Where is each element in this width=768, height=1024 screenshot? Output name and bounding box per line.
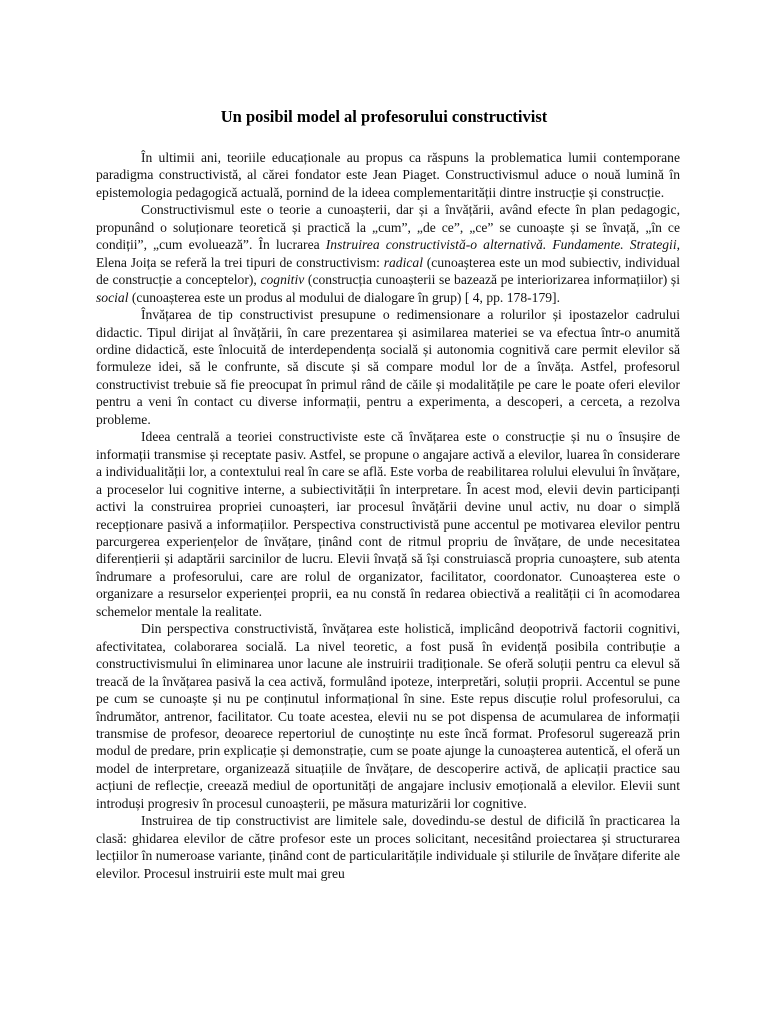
paragraph-text: Din perspectiva constructivistă, învățarea este holistică, implicând deopotrivă factorii cognitivi, afectivitatea, colaborarea socială. La nivel teoretic, a fost pusă în evidență posibila contribuție a constructivismului în eliminarea unor lacune ale instruirii tradiționale. Se oferă soluții pentru ca elevul să treacă de la învățarea pasivă la cea activă, formulând ipoteze, interpretări, soluții proprii. Accentul se pune pe cum se cunoaște și nu pe conținutul informațional în sine. Este repus discuție rolul profesorului, ca îndrumător, antrenor, facilitator. Cu toate acestea, elevii nu se pot dispensa de acumularea de informații transmise de profesor, deoarece repertoriul de cunoștințe nu este încă format. Profesorul sugerează prin modul de predare, prin explicație și demonstrație, cum se poate ajunge la cunoașterea autentică, el oferă un model de interpretare, organizează situațiile de învățare, de descoperire activă, de aplicații practice sau acțiuni de reflecție, creează mediul de oportunități de angajare inclusiv emoțională a elevilor. Elevii sunt introduși progresiv în procesul cunoașterii, pe măsura maturizării lor cognitive. [96,621,680,811]
body-paragraph [96,306,680,428]
paragraph-text: Instruirea de tip constructivist are limitele sale, dovedindu-se destul de dificilă în practicarea la clasă: ghidarea elevilor de către profesor este un proces solicitant, necesitând proiectarea și structurarea lecțiilor în numeroase variante, ținând cont de particularitățile individuale și stilurile de învățare diferite ale elevilor. Procesul instruirii este mult mai greu [96,813,680,881]
paragraph-text: Învățarea de tip constructivist presupune o redimensionare a rolurilor și ipostazelor cadrului didactic. Tipul dirijat al învățării, în care prezentarea și asimilarea materiei se va efectua într-o anumită ordine didactică, este înlocuită de interdependența socială și autonomia cognitivă care permit elevilor să formuleze idei, să le confrunte, să discute și să compare modul lor de a învăța. Astfel, profesorul constructivist trebuie să fie preocupat în primul rând de căile și modalitățile pe care le poate oferi elevilor pentru a veni în contact cu diverse informații, pentru a experimenta, a descoperi, a cerceta, a rezolva probleme. [96,307,680,427]
body-paragraph [96,620,680,812]
document-body [96,149,680,882]
paragraph-text: În ultimii ani, teoriile educaționale au propus ca răspuns la problematica lumii contemporane paradigma constructivistă, al cărei fondator este Jean Piaget. Constructivismul aduce o nouă lumină în epistemologia pedagogică actuală, pornind de la ideea complementarității dintre instrucție și construcție. [96,150,680,200]
paragraph-text: Constructivismul este o teorie a cunoașterii, dar și a învățării, având efecte în plan pedagogic, propunând o soluționare teoretică și practică la „cum”, „de ce”, „ce” se cunoaște și se învață, „în ce condiții”, „cum evoluează”. În lucrarea [96,202,680,253]
body-paragraph [96,201,680,306]
body-paragraph [96,149,680,201]
italic-text: Instruirea constructivistă-o alternativă. Fundamente. Strategii [325,237,677,253]
paragraph-text: , Elena Joița se referă la trei tipuri de constructivism: [96,237,680,270]
paragraph-text: Ideea centrală a teoriei constructiviste este că învățarea este o construcție și nu o însușire de informații transmise și receptate pasiv. Astfel, se propune o angajare activă a elevilor, luarea în considerare a individualității lor, a contextului real în care se află. Este vorba de reabilitarea rolului elevului în învățare, a proceselor lui cognitive interne, a subiectivității în interpretare. În acest mod, elevii devin participanți activi la construirea propriei cunoașteri, iar procesul învățării devine unul activ, nu doar o simplă recepționare pasivă a informațiilor. Perspectiva constructivistă pune accentul pe motivarea elevilor pentru parcurgerea experiențelor de învățare, ținând cont de ritmul propriu de învățare, de unde necesitatea diferențierii și adaptării sarcinilor de lucru. Elevii învață să își construiască propria cunoaștere, sub atenta îndrumare a profesorului, care are rolul de organizator, facilitator, coordonator. Cunoașterea este o organizare a resurselor experienței proprii, ea nu constă în redarea obiectivă a realității ci în acomodarea schemelor mentale la realitate. [96,429,680,619]
body-paragraph [96,428,680,620]
paragraph-text: (cunoașterea este un produs al modului de dialogare în grup) [ 4, pp. 178-179]. [128,289,560,305]
document-title: Un posibil model al profesorului constructivist [220,107,548,126]
italic-text: cognitiv [260,272,305,288]
paragraph-text: (cunoașterea este un mod subiectiv, individual de construcție a conceptelor), [96,254,681,288]
body-paragraph [96,812,680,882]
paragraph-text: (construcția cunoașterii se bazează pe interiorizarea informațiilor) și [304,272,680,288]
italic-text: social [96,289,129,305]
italic-text: radical [383,254,423,270]
